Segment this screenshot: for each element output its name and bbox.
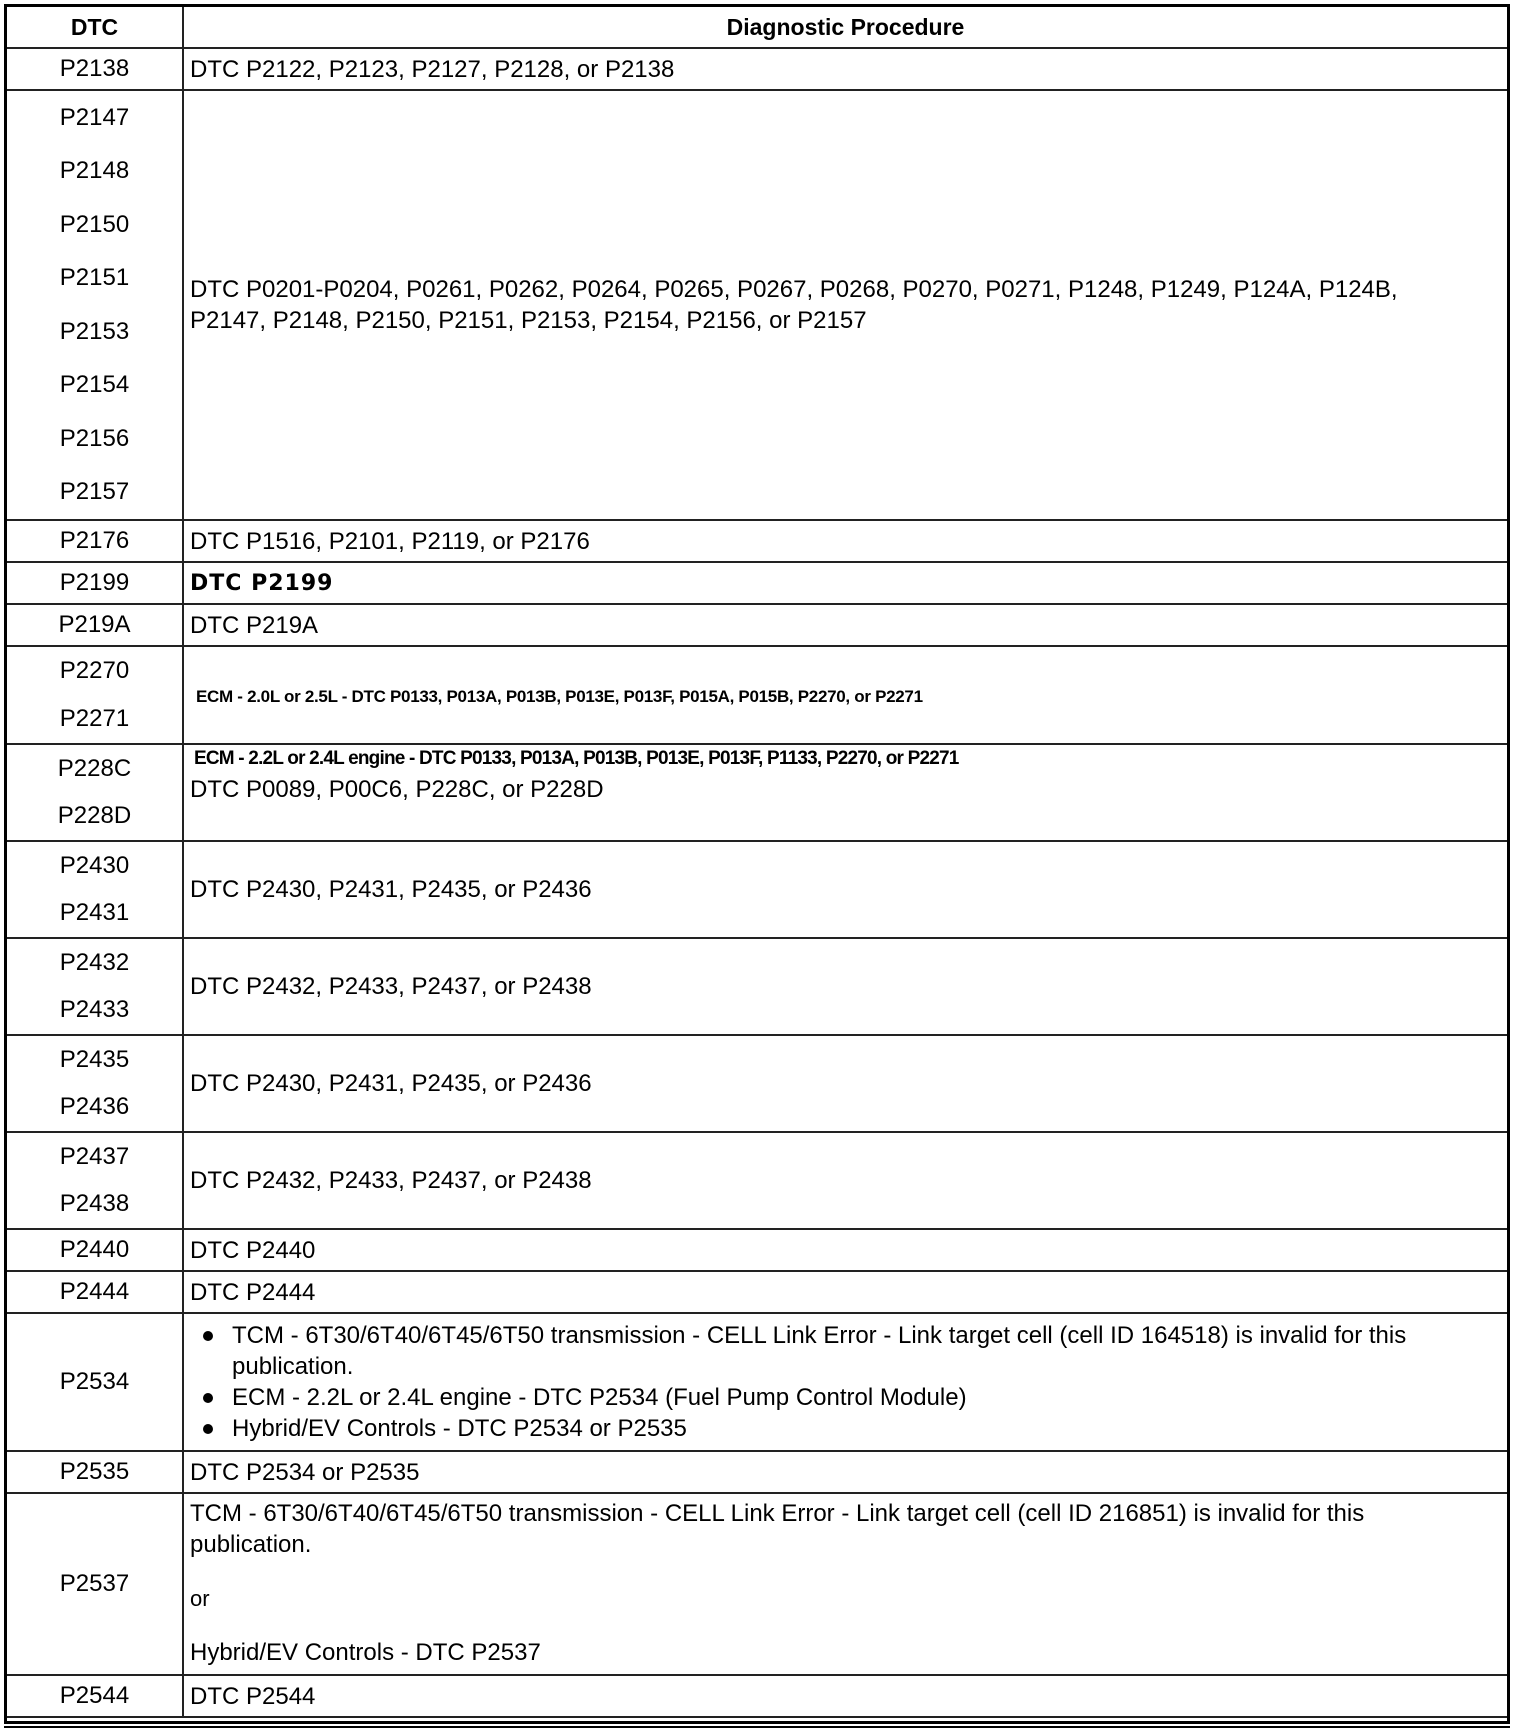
procedure-bullet-list <box>184 1320 1507 1444</box>
dtc-code: P2157 <box>59 478 130 506</box>
procedure-link[interactable]: DTC P2544 <box>183 1675 1507 1717</box>
table-row <box>7 604 1507 646</box>
table-row <box>7 1451 1507 1493</box>
dtc-code: P2271 <box>59 705 130 732</box>
procedure-or: or <box>190 1586 210 1611</box>
dtc-code: P2432 <box>59 948 130 976</box>
dtc-code: P219A <box>7 604 183 646</box>
dtc-code: P2430 <box>59 851 130 879</box>
table-row <box>7 744 1507 841</box>
procedure-bullet[interactable]: TCM - 6T30/6T40/6T45/6T50 transmission - CELL Link Error - Link target cell (cell ID 164518) is invalid for this publication. <box>184 1320 1507 1382</box>
procedure-bullet[interactable]: ECM - 2.2L or 2.4L engine - DTC P2534 (Fuel Pump Control Module) <box>184 1382 1507 1413</box>
procedure-cell <box>183 744 1507 841</box>
table-row <box>7 1493 1507 1675</box>
dtc-code: P2433 <box>59 996 130 1024</box>
dtc-code: P2138 <box>7 48 183 90</box>
procedure-link[interactable]: DTC P2430, P2431, P2435, or P2436 <box>183 1035 1507 1132</box>
procedure-link[interactable] <box>183 90 1507 520</box>
dtc-code: P2154 <box>59 371 130 399</box>
dtc-code: P2431 <box>59 899 130 927</box>
header-procedure: Diagnostic Procedure <box>183 7 1507 48</box>
procedure-link[interactable] <box>183 562 1507 604</box>
dtc-code: P2151 <box>59 264 130 292</box>
procedure-link[interactable]: DTC P2430, P2431, P2435, or P2436 <box>183 841 1507 938</box>
dtc-code: P2199 <box>7 562 183 604</box>
procedure-link[interactable]: DTC P2432, P2433, P2437, or P2438 <box>183 1132 1507 1229</box>
dtc-code-group <box>7 1132 183 1229</box>
table-row <box>7 1271 1507 1313</box>
procedure-link[interactable]: DTC P2440 <box>183 1229 1507 1271</box>
procedure-text: ECM - 2.0L or 2.5L - DTC P0133, P013A, P013B, P013E, P013F, P015A, P015B, P2270, or P2271 <box>196 686 923 706</box>
table-row <box>7 1229 1507 1271</box>
dtc-code: P2544 <box>7 1675 183 1717</box>
header-dtc: DTC <box>7 7 183 48</box>
dtc-code: P2444 <box>7 1271 183 1313</box>
dtc-code: P2535 <box>7 1451 183 1493</box>
procedure-link[interactable]: DTC P0089, P00C6, P228C, or P228D <box>190 776 604 803</box>
table-row <box>7 48 1507 90</box>
table-row <box>7 938 1507 1035</box>
dtc-code: P2534 <box>7 1313 183 1451</box>
dtc-code-group <box>7 646 183 744</box>
procedure-link[interactable]: DTC P219A <box>183 604 1507 646</box>
dtc-code: P2437 <box>59 1142 130 1170</box>
procedure-link[interactable]: DTC P2432, P2433, P2437, or P2438 <box>183 938 1507 1035</box>
dtc-code: P2438 <box>59 1190 130 1218</box>
table-row <box>7 1675 1507 1717</box>
dtc-code: P2537 <box>7 1493 183 1675</box>
dtc-code: P2440 <box>7 1229 183 1271</box>
dtc-code: P228D <box>57 802 132 830</box>
table-row <box>7 90 1507 520</box>
dtc-code-group <box>7 938 183 1035</box>
table-row <box>7 841 1507 938</box>
procedure-link[interactable]: DTC P2534 or P2535 <box>183 1451 1507 1493</box>
dtc-code: P2156 <box>59 424 130 452</box>
procedure-line: P2147, P2148, P2150, P2151, P2153, P2154, P2156, or P2157 <box>190 307 867 334</box>
procedure-link[interactable]: ECM - 2.2L or 2.4L engine - DTC P0133, P013A, P013B, P013E, P013F, P1133, P2270, or P2271 <box>194 748 959 769</box>
procedure-link[interactable] <box>183 646 1507 744</box>
procedure-link[interactable]: DTC P1516, P2101, P2119, or P2176 <box>183 520 1507 562</box>
procedure-cell <box>183 1493 1507 1675</box>
table-row <box>7 520 1507 562</box>
dtc-code: P2150 <box>59 210 130 238</box>
table-row <box>7 1035 1507 1132</box>
procedure-cell <box>183 1313 1507 1451</box>
procedure-bullet[interactable]: Hybrid/EV Controls - DTC P2534 or P2535 <box>184 1413 1507 1444</box>
dtc-code: P228C <box>57 754 132 782</box>
table-row <box>7 1132 1507 1229</box>
procedure-link[interactable]: DTC P2122, P2123, P2127, P2128, or P2138 <box>183 48 1507 90</box>
dtc-code: P2270 <box>59 657 130 684</box>
dtc-code: P2436 <box>59 1093 130 1121</box>
dtc-code-group <box>7 1035 183 1132</box>
table-row <box>7 562 1507 604</box>
dtc-code: P2176 <box>7 520 183 562</box>
dtc-code: P2435 <box>59 1045 130 1073</box>
table-row <box>7 646 1507 744</box>
procedure-link[interactable]: Hybrid/EV Controls - DTC P2537 <box>190 1639 541 1666</box>
dtc-code: P2148 <box>59 157 130 185</box>
procedure-text: DTC P2199 <box>190 571 334 596</box>
procedure-link[interactable]: TCM - 6T30/6T40/6T45/6T50 transmission - CELL Link Error - Link target cell (cell ID 216851) is invalid for this publication. <box>190 1500 1365 1558</box>
procedure-link[interactable]: DTC P2444 <box>183 1271 1507 1313</box>
dtc-table <box>7 7 1507 1718</box>
table-bottom-rule <box>4 1726 1510 1728</box>
procedure-line: DTC P0201-P0204, P0261, P0262, P0264, P0265, P0267, P0268, P0270, P0271, P1248, P1249, P124A, P124B, <box>190 276 1398 303</box>
dtc-code-group <box>7 841 183 938</box>
dtc-code: P2153 <box>59 317 130 345</box>
dtc-code-group <box>7 90 183 520</box>
header-row <box>7 7 1507 48</box>
dtc-code-group <box>7 744 183 841</box>
dtc-code: P2147 <box>59 103 130 131</box>
table-row <box>7 1313 1507 1451</box>
